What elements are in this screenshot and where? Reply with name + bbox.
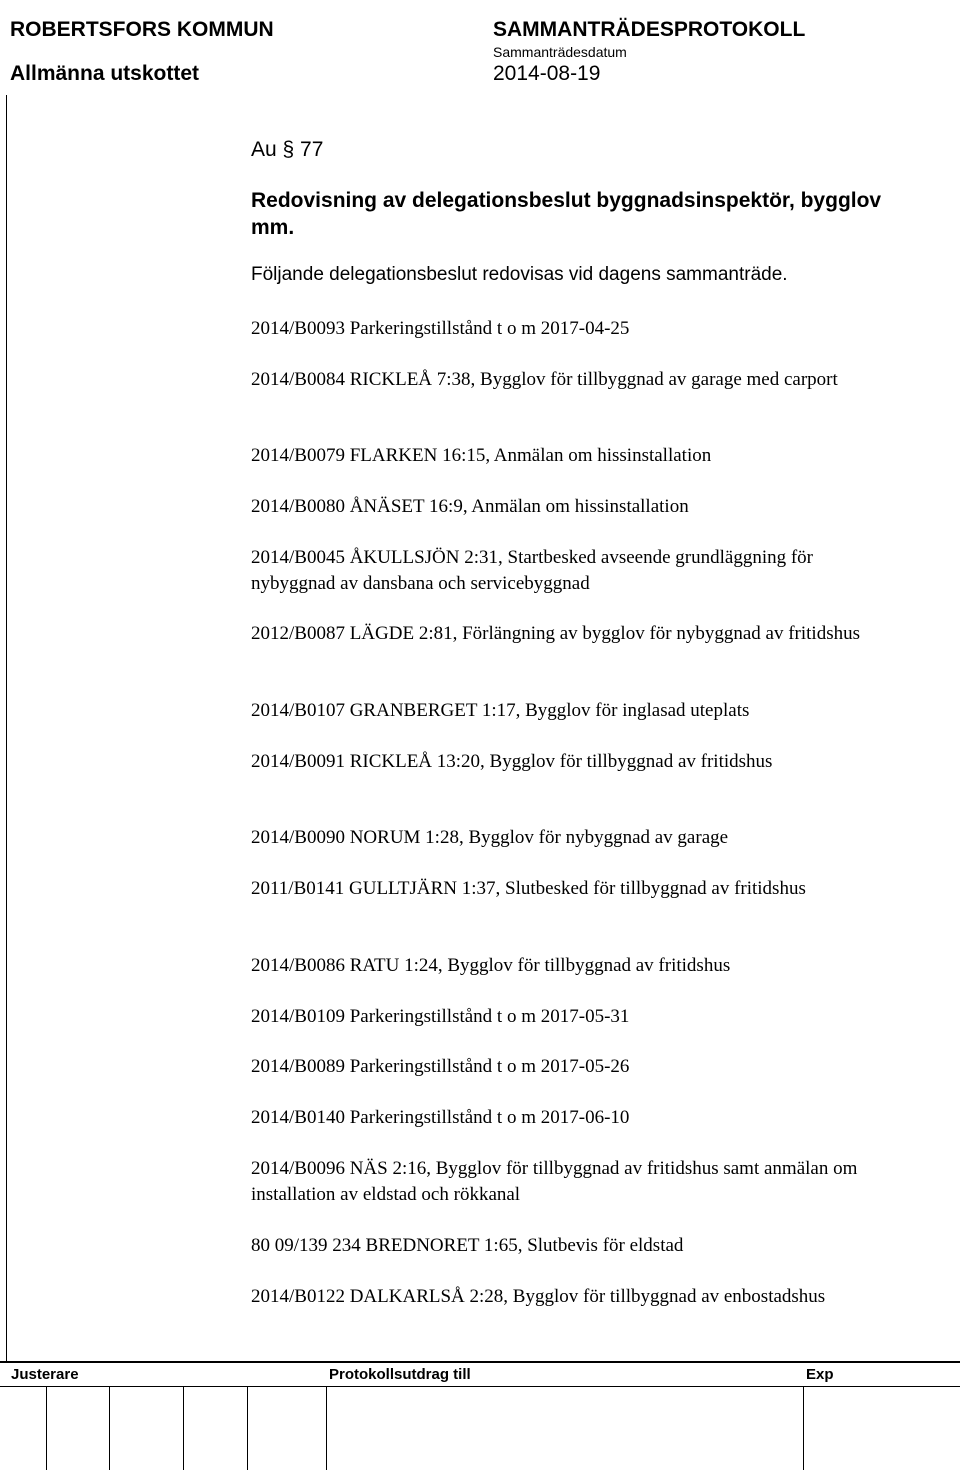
decision-item: 2014/B0140 Parkeringstillstånd t o m 2017-06-10 (251, 1107, 630, 1128)
decision-item: 80 09/139 234 BREDNORET 1:65, Slutbevis för eldstad (251, 1235, 684, 1256)
decision-item: 2014/B0109 Parkeringstillstånd t o m 2017-05-31 (251, 1006, 630, 1027)
protocol-title: SAMMANTRÄDESPROTOKOLL (493, 18, 806, 41)
intro-text: Följande delegationsbeslut redovisas vid dagens sammanträde. (251, 264, 788, 285)
decision-item: 2014/B0084 RICKLEÅ 7:38, Bygglov för tillbyggnad av garage med carport (251, 369, 838, 390)
municipality-name: ROBERTSFORS KOMMUN (10, 18, 274, 41)
decision-item: 2014/B0080 ÅNÄSET 16:9, Anmälan om hissinstallation (251, 496, 689, 517)
decision-item: 2014/B0045 ÅKULLSJÖN 2:31, Startbesked avseende grundläggning för nybyggnad av dansbana och servicebyggnad (251, 547, 814, 594)
footer-protokollsutdrag-label: Protokollsutdrag till (329, 1366, 471, 1383)
meeting-date: 2014-08-19 (493, 62, 601, 85)
decision-item: 2014/B0086 RATU 1:24, Bygglov för tillbyggnad av fritidshus (251, 955, 731, 976)
paragraph-number: Au § 77 (251, 138, 324, 161)
footer-mid-rule (0, 1386, 960, 1387)
decision-item: 2014/B0090 NORUM 1:28, Bygglov för nybyggnad av garage (251, 827, 729, 848)
decision-item: 2014/B0089 Parkeringstillstånd t o m 2017-05-26 (251, 1056, 630, 1077)
decision-item: 2014/B0091 RICKLEÅ 13:20, Bygglov för tillbyggnad av fritidshus (251, 751, 773, 772)
decision-item: 2014/B0079 FLARKEN 16:15, Anmälan om hissinstallation (251, 445, 712, 466)
decision-item: 2014/B0122 DALKARLSÅ 2:28, Bygglov för tillbyggnad av enbostadshus (251, 1286, 826, 1307)
committee-name: Allmänna utskottet (10, 62, 200, 85)
signature-box-divider (247, 1386, 248, 1470)
footer-exp-label: Exp (806, 1366, 834, 1383)
page-frame-left-rule (6, 95, 7, 1361)
footer-top-rule (0, 1361, 960, 1363)
signature-box-divider (46, 1386, 47, 1470)
footer-justerare-label: Justerare (11, 1366, 79, 1383)
meeting-date-label: Sammanträdesdatum (493, 44, 627, 60)
signature-box-divider (109, 1386, 110, 1470)
footer-column-divider (326, 1386, 327, 1470)
decision-item: 2014/B0107 GRANBERGET 1:17, Bygglov för inglasad uteplats (251, 700, 750, 721)
decision-item: 2011/B0141 GULLTJÄRN 1:37, Slutbesked för tillbyggnad av fritidshus (251, 878, 806, 899)
decision-item: 2014/B0096 NÄS 2:16, Bygglov för tillbyggnad av fritidshus samt anmälan om installation av eldstad och rökkanal (251, 1158, 858, 1205)
footer-column-divider (803, 1386, 804, 1470)
signature-footer (0, 1361, 960, 1470)
section-heading: Redovisning av delegationsbeslut byggnadsinspektör, bygglov mm. (251, 189, 882, 239)
signature-box-divider (183, 1386, 184, 1470)
decision-item: 2014/B0093 Parkeringstillstånd t o m 2017-04-25 (251, 318, 630, 339)
decision-item: 2012/B0087 LÄGDE 2:81, Förlängning av bygglov för nybyggnad av fritidshus (251, 623, 861, 644)
